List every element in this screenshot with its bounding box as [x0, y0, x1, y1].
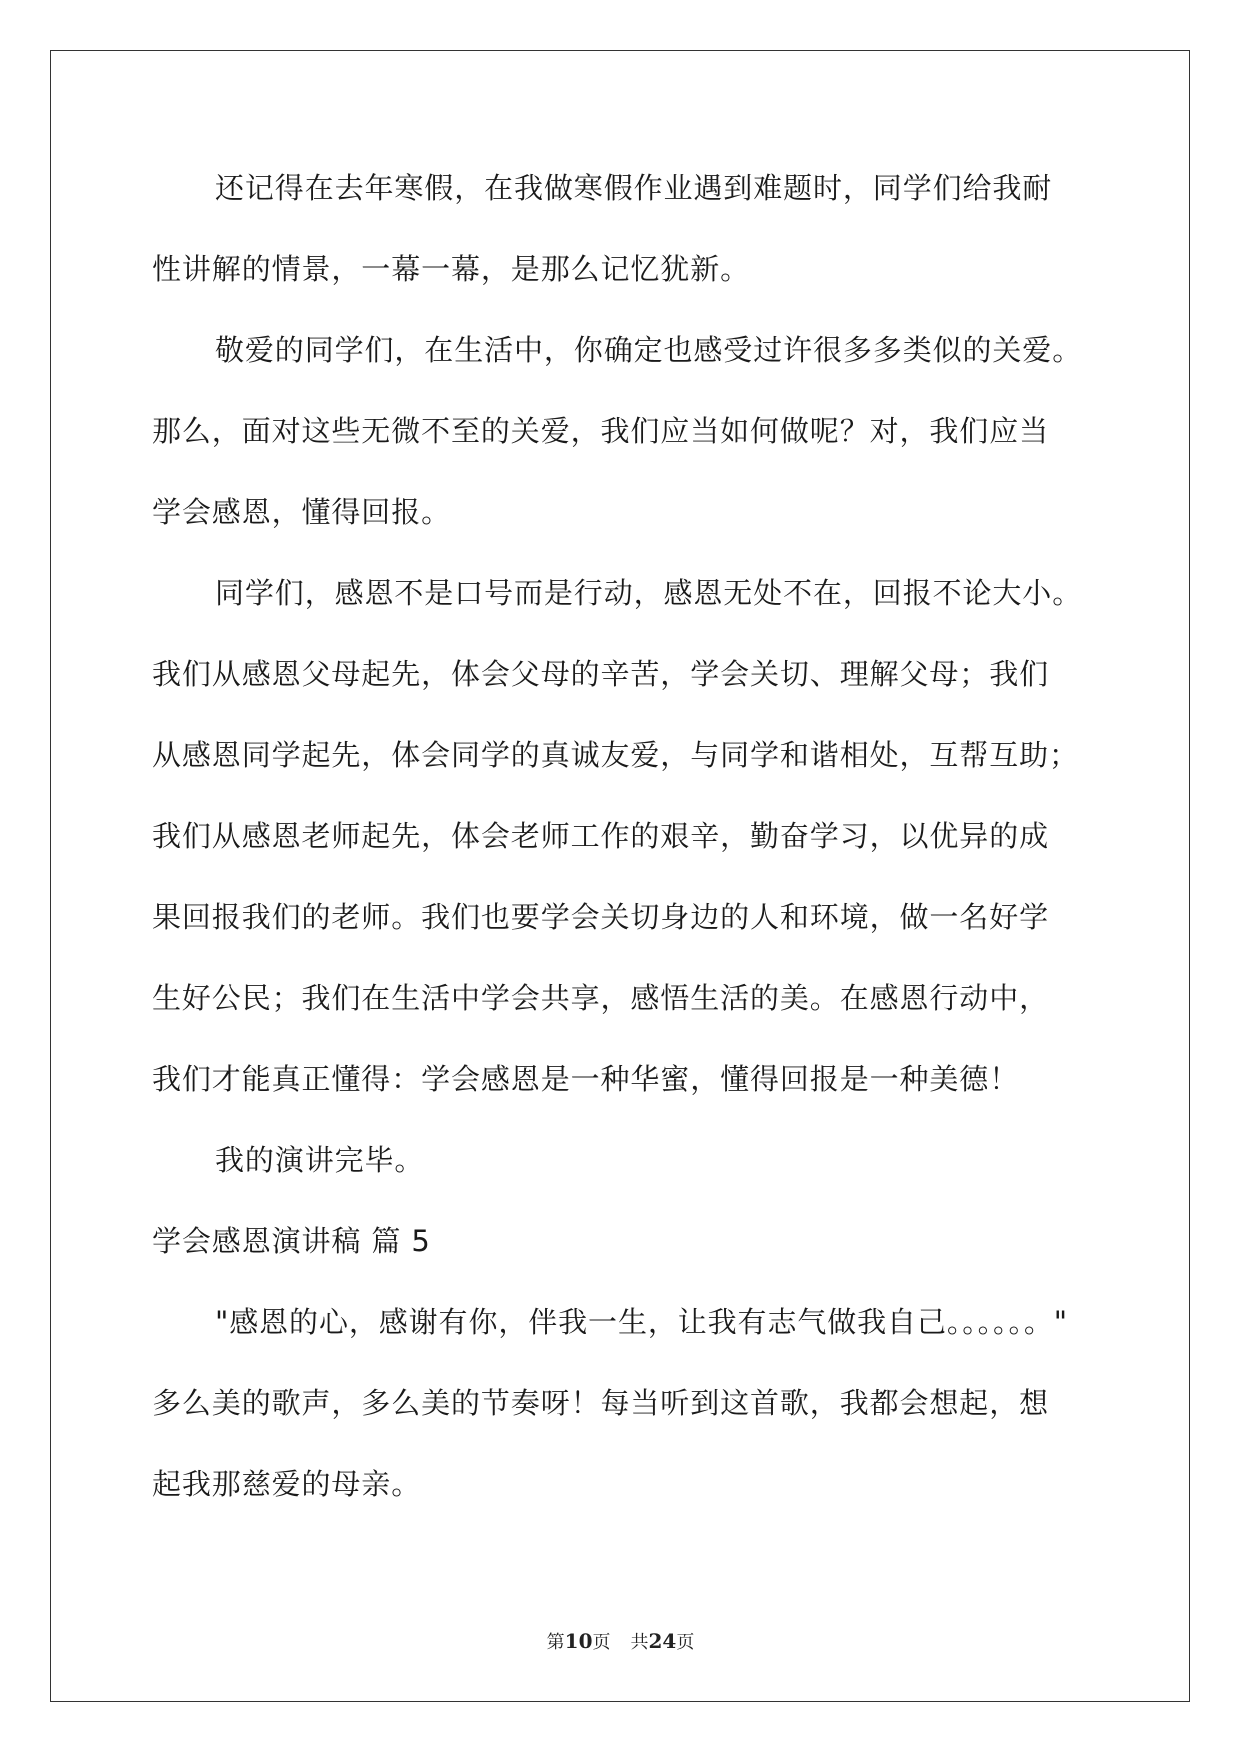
paragraph-line: 敬爱的同学们，在生活中，你确定也感受过许很多多类似的关爱。	[215, 333, 1083, 367]
section-heading: 学会感恩演讲稿 篇 5	[152, 1224, 431, 1258]
paragraph-line: 生好公民；我们在生活中学会共享，感悟生活的美。在感恩行动中，	[152, 981, 1050, 1015]
footer-total-prefix: 共	[630, 1632, 649, 1653]
footer-page-suffix: 页	[592, 1632, 611, 1653]
paragraph-line: 还记得在去年寒假，在我做寒假作业遇到难题时，同学们给我耐	[215, 171, 1053, 205]
paragraph-line: "感恩的心，感谢有你，伴我一生，让我有志气做我自己。。。。。。"	[215, 1305, 1068, 1339]
footer-total-pages: 24	[648, 1629, 677, 1653]
paragraph-line: 性讲解的情景，一幕一幕，是那么记忆犹新。	[152, 252, 751, 286]
paragraph-line: 我的演讲完毕。	[215, 1143, 425, 1177]
footer-page-number: 10	[564, 1629, 593, 1653]
paragraph-line: 起我那慈爱的母亲。	[152, 1467, 422, 1501]
document-body	[152, 166, 1087, 1543]
page-footer	[0, 1628, 1241, 1654]
paragraph-line: 学会感恩，懂得回报。	[152, 495, 452, 529]
paragraph-line: 同学们，感恩不是口号而是行动，感恩无处不在，回报不论大小。	[215, 576, 1083, 610]
footer-page-prefix: 第	[546, 1632, 565, 1653]
paragraph-line: 多么美的歌声，多么美的节奏呀！每当听到这首歌，我都会想起，想	[152, 1386, 1050, 1420]
paragraph-line: 我们从感恩父母起先，体会父母的辛苦，学会关切、理解父母；我们	[152, 657, 1050, 691]
footer-total-suffix: 页	[676, 1632, 695, 1653]
paragraph-line: 那么，面对这些无微不至的关爱，我们应当如何做呢？对，我们应当	[152, 414, 1050, 448]
paragraph-line: 从感恩同学起先，体会同学的真诚友爱，与同学和谐相处，互帮互助；	[152, 738, 1079, 772]
paragraph-line: 果回报我们的老师。我们也要学会关切身边的人和环境，做一名好学	[152, 900, 1050, 934]
paragraph-line: 我们才能真正懂得：学会感恩是一种华蜜，懂得回报是一种美德！	[152, 1062, 1020, 1096]
paragraph-line: 我们从感恩老师起先，体会老师工作的艰辛，勤奋学习，以优异的成	[152, 819, 1050, 853]
